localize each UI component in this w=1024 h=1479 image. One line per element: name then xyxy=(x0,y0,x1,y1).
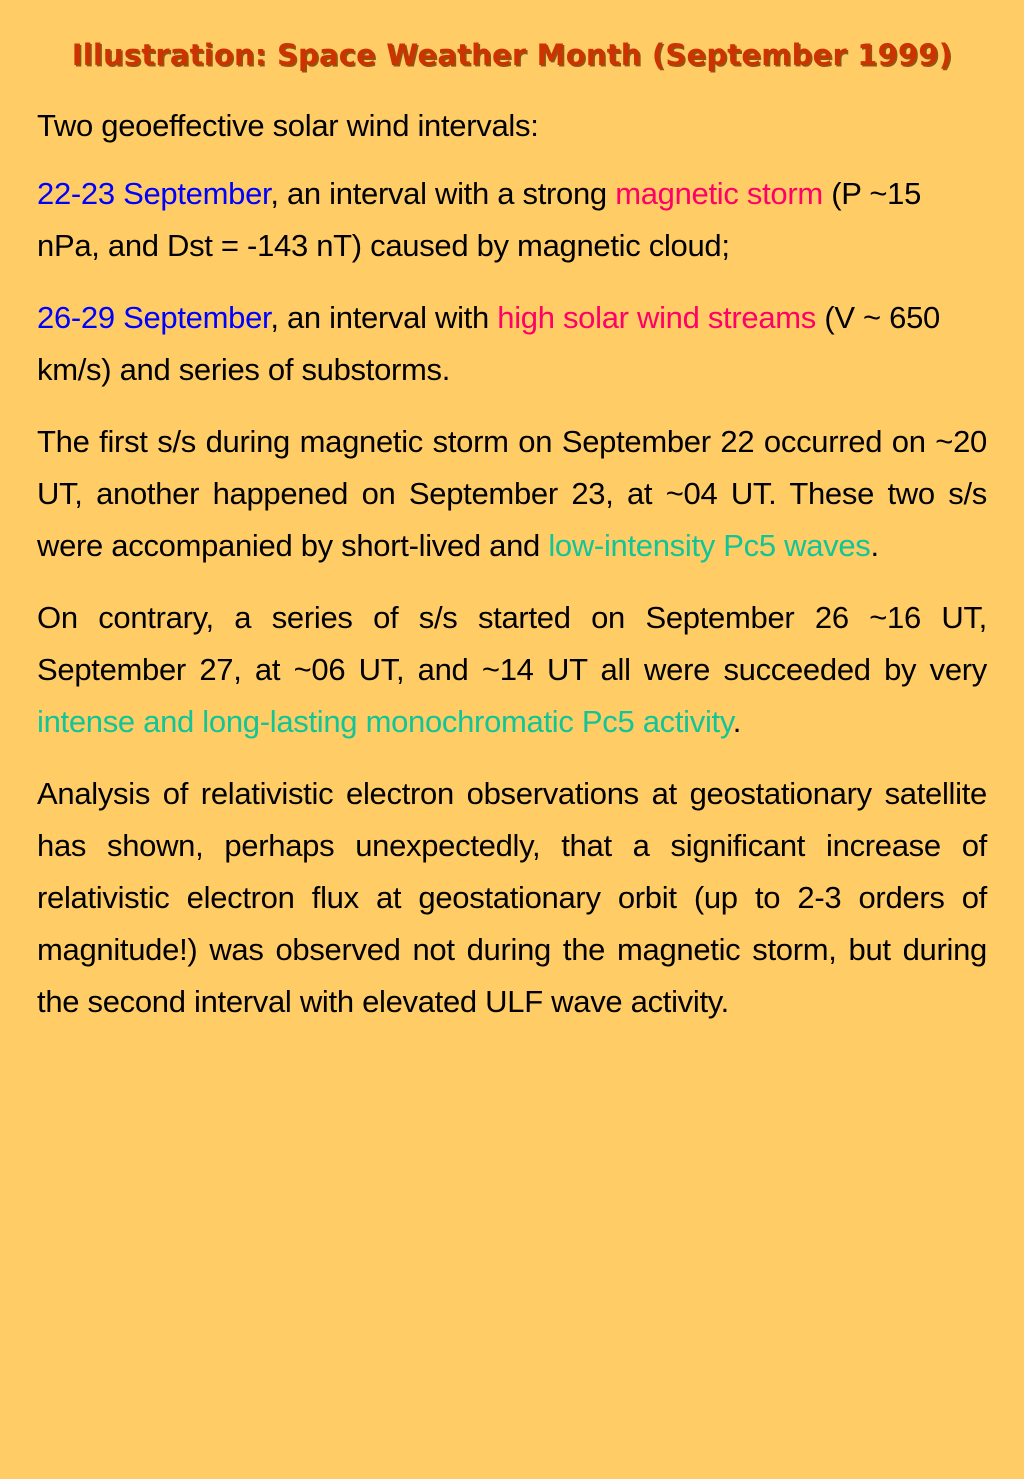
first-substorm-highlight: low-intensity Pc5 waves xyxy=(548,528,871,563)
interval-1-date: 22-23 September xyxy=(37,176,271,211)
first-substorm-paragraph xyxy=(37,416,987,572)
intro-paragraph: Two geoeffective solar wind intervals: xyxy=(37,108,539,143)
interval-2-text-b: (V ~ 650 km/s) and series of substorms. xyxy=(37,300,940,387)
interval-1-text-b: (P ~15 nPa, and Dst = -143 nT) caused by magnetic cloud; xyxy=(37,176,922,263)
first-substorm-text-b: . xyxy=(870,528,879,563)
contrary-paragraph xyxy=(37,592,987,748)
first-substorm-text-a: The first s/s during magnetic storm on September 22 occurred on ~20 UT, another happened on September 23, at ~04 UT. These two s/s were accompanied by short-lived and xyxy=(37,424,987,563)
interval-1-highlight: magnetic storm xyxy=(615,176,823,211)
contrary-highlight: intense and long-lasting monochromatic Pc5 activity xyxy=(37,704,733,739)
contrary-text-a: On contrary, a series of s/s started on September 26 ~16 UT, September 27, at ~06 UT, and ~14 UT all were succeeded by very xyxy=(37,600,987,687)
analysis-paragraph: Analysis of relativistic electron observations at geostationary satellite has shown, perhaps unexpectedly, that a significant increase of relativistic electron flux at geostationary orbit (up to 2-3 orders of magnitude!) was observed not during the magnetic storm, but during the second interval with elevated ULF wave activity. xyxy=(37,776,987,1019)
interval-2-highlight: high solar wind streams xyxy=(497,300,816,335)
interval-1-paragraph xyxy=(37,168,987,272)
slide-content xyxy=(37,36,987,1048)
slide-title: Illustration: Space Weather Month (September 1999) xyxy=(71,38,953,72)
interval-2-paragraph xyxy=(37,292,987,396)
interval-1-text-a: , an interval with a strong xyxy=(270,176,616,211)
interval-2-text-a: , an interval with xyxy=(270,300,498,335)
interval-2-date: 26-29 September xyxy=(37,300,271,335)
contrary-text-b: . xyxy=(732,704,742,739)
